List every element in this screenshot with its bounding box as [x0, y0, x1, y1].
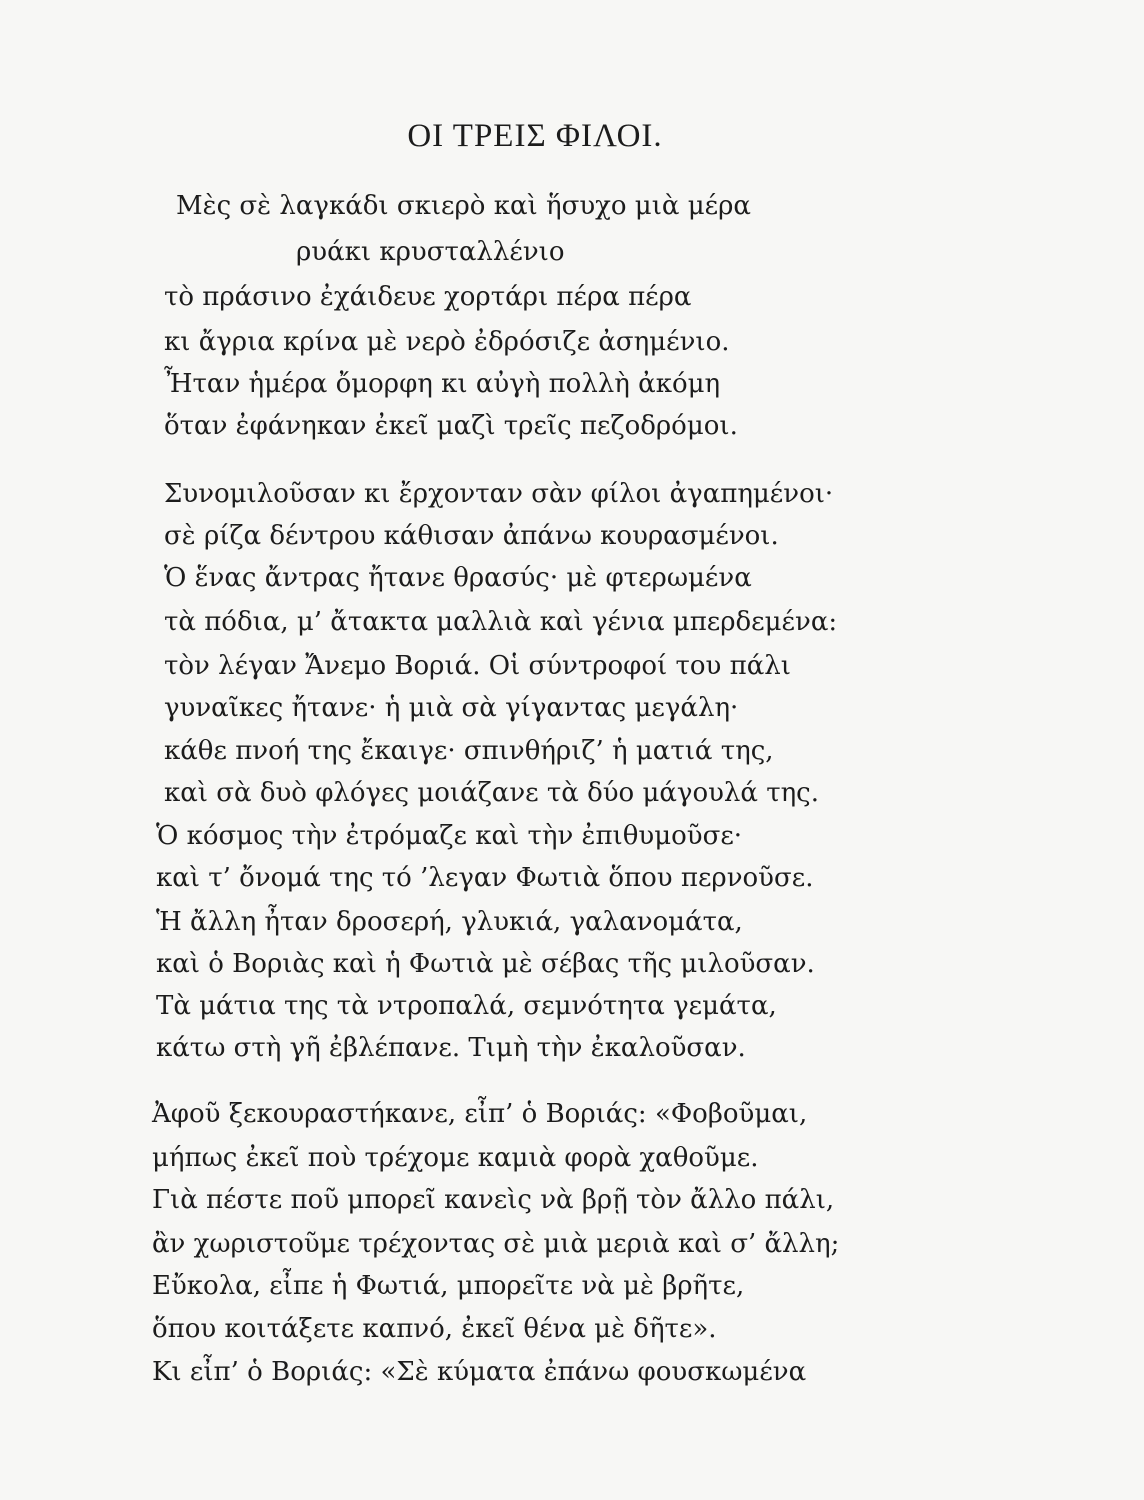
poem-title: ΟΙ ΤΡΕΙΣ ΦΙΛΟΙ. [407, 118, 663, 154]
verse-line: ἂν χωριστοῦμε τρέχοντας σὲ μιὰ μεριὰ καὶ σ’ ἄλλη; [152, 1229, 840, 1259]
verse-line: Εὔκολα, εἶπε ἡ Φωτιά, μπορεῖτε νὰ μὲ βρῆτε, [152, 1271, 745, 1301]
verse-line: καὶ ὁ Βοριὰς καὶ ἡ Φωτιὰ μὲ σέβας τῆς μιλοῦσαν. [156, 949, 815, 979]
verse-line: καὶ τ’ ὄνομά της τό ’λεγαν Φωτιὰ ὅπου περνοῦσε. [156, 863, 814, 893]
verse-line: Ὁ ἕνας ἄντρας ἤτανε θρασύς· μὲ φτερωμένα [164, 563, 752, 593]
verse-line: κάθε πνοή της ἔκαιγε· σπινθήριζ’ ἡ ματιά της, [164, 736, 774, 766]
verse-line: σὲ ρίζα δέντρου κάθισαν ἀπάνω κουρασμένοι. [164, 521, 779, 551]
verse-line: γυναῖκες ἤτανε· ἡ μιὰ σὰ γίγαντας μεγάλη· [164, 693, 739, 723]
verse-line: Κι εἶπ’ ὁ Βοριάς: «Σὲ κύματα ἐπάνω φουσκωμένα [152, 1357, 807, 1387]
verse-line: Ἦταν ἡμέρα ὄμορφη κι αὐγὴ πολλὴ ἀκόμη [164, 369, 721, 399]
verse-line: Μὲς σὲ λαγκάδι σκιερὸ καὶ ἥσυχο μιὰ μέρα [176, 191, 751, 221]
verse-line: ὅπου κοιτάξετε καπνό, ἐκεῖ θένα μὲ δῆτε». [152, 1314, 717, 1344]
verse-line: κάτω στὴ γῆ ἐβλέπανε. Τιμὴ τὴν ἐκαλοῦσαν. [156, 1033, 746, 1063]
verse-line: Συνομιλοῦσαν κι ἔρχονταν σὰν φίλοι ἀγαπημένοι· [164, 479, 834, 509]
verse-line: Γιὰ πέστε ποῦ μπορεῖ κανεὶς νὰ βρῇ τὸν ἄλλο πάλι, [152, 1185, 835, 1215]
verse-line: τὸν λέγαν Ἄνεμο Βοριά. Οἱ σύντροφοί του πάλι [164, 651, 791, 681]
verse-line: Ἡ ἄλλη ἦταν δροσερή, γλυκιά, γαλανομάτα, [156, 907, 743, 937]
verse-line: Τὰ μάτια της τὰ ντροπαλά, σεμνότητα γεμάτα, [156, 991, 777, 1021]
verse-line: καὶ σὰ δυὸ φλόγες μοιάζανε τὰ δύο μάγουλά της. [164, 778, 820, 808]
verse-line: κι ἄγρια κρίνα μὲ νερὸ ἐδρόσιζε ἀσημένιο. [164, 327, 730, 357]
verse-line: τὰ πόδια, μ’ ἄτακτα μαλλιὰ καὶ γένια μπερδεμένα: [164, 607, 838, 637]
verse-line: ρυάκι κρυσταλλένιο [296, 237, 565, 267]
verse-line: τὸ πράσινο ἐχάιδευε χορτάρι πέρα πέρα [164, 282, 692, 312]
verse-line: Ἀφοῦ ξεκουραστήκανε, εἶπ’ ὁ Βοριάς: «Φοβοῦμαι, [152, 1099, 808, 1129]
verse-line: ὅταν ἐφάνηκαν ἐκεῖ μαζὶ τρεῖς πεζοδρόμοι. [164, 411, 738, 441]
verse-line: μήπως ἐκεῖ ποὺ τρέχομε καμιὰ φορὰ χαθοῦμε. [152, 1143, 759, 1173]
verse-line: Ὁ κόσμος τὴν ἐτρόμαζε καὶ τὴν ἐπιθυμοῦσε· [156, 821, 743, 851]
